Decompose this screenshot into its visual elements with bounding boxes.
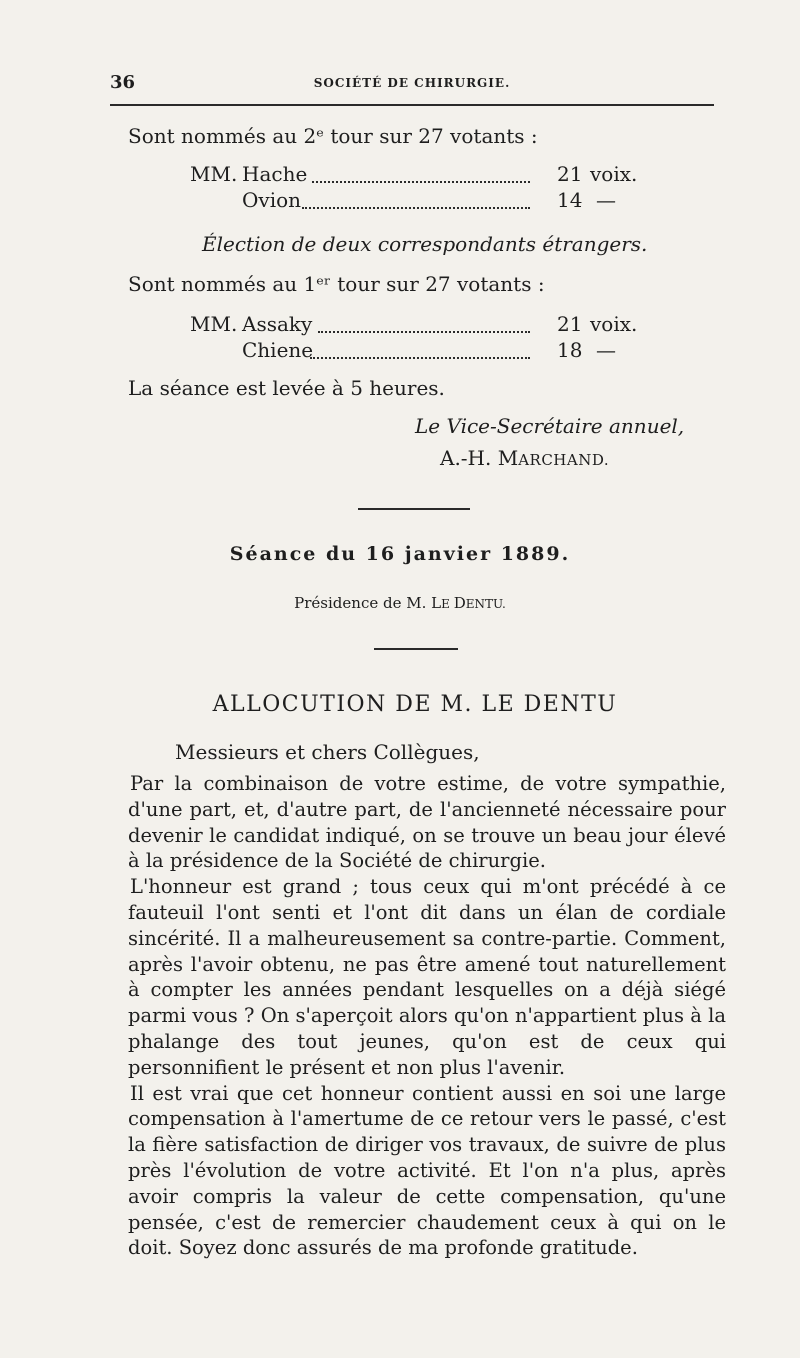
presidence-rest: ENTU. <box>465 597 506 611</box>
vote-unit: voix. <box>590 312 638 336</box>
presidence-d: D <box>453 594 466 612</box>
dot-leader <box>302 207 530 209</box>
paragraph: L'honneur est grand ; tous ceux qui m'ont précédé à ce fauteuil l'ont senti et l'ont dit dans un élan de cordiale sincérité. Il a malheureusement sa contre-partie. Comment, après l'avoir obtenu, ne pas être amené tout naturellement à compter les années pendant lesquelles on a déjà siégé parmi vous ? On s'aperçoit alors qu'on n'appartient plus à la phalange des tout jeunes, qu'on est de ceux qui personnifient le présent et non plus l'avenir. <box>128 875 726 1079</box>
presidence-line <box>0 594 800 612</box>
header-rule <box>110 104 714 106</box>
candidate-name: Ovion <box>242 188 302 212</box>
signature-name <box>440 446 609 470</box>
page-number: 36 <box>110 72 136 93</box>
running-title: SOCIÉTÉ DE CHIRURGIE. <box>313 76 511 90</box>
signature-title: Le Vice-Secrétaire annuel, <box>415 414 685 438</box>
mm-label: MM. <box>190 162 238 186</box>
mm-label: MM. <box>190 312 238 336</box>
vote-unit: — <box>596 338 616 362</box>
closing-text: La séance est levée à 5 heures. <box>128 376 445 400</box>
presidence-le: E <box>441 597 454 611</box>
salutation: Messieurs et chers Collègues, <box>175 740 480 764</box>
section-separator <box>374 648 458 650</box>
dot-leader <box>318 331 530 333</box>
paragraph: Par la combinaison de votre estime, de votre sympathie, d'une part, et, d'autre part, de l'ancienneté nécessaire pour devenir le candidat indiqué, on se trouve un beau jour élevé à la présidence de la Société de chirurgie. <box>128 772 726 873</box>
vote-count: 21 <box>557 162 583 186</box>
signature-surname: ARCHAND. <box>518 451 610 469</box>
address-body <box>128 771 726 1261</box>
candidate-name: Assaky <box>242 312 313 336</box>
vote-count: 14 <box>557 188 583 212</box>
dot-leader <box>312 181 530 183</box>
vote-unit: voix. <box>590 162 638 186</box>
presidence-prefix: Présidence de M. L <box>294 594 442 612</box>
page-header <box>110 72 714 102</box>
vote-count: 21 <box>557 312 583 336</box>
address-title: ALLOCUTION DE M. LE DENTU <box>212 692 618 717</box>
dot-leader <box>310 357 530 359</box>
signature-initials: A.-H. M <box>440 446 519 470</box>
first-round-intro: Sont nommés au 1ᵉʳ tour sur 27 votants : <box>128 272 545 296</box>
second-round-intro: Sont nommés au 2ᵉ tour sur 27 votants : <box>128 124 538 148</box>
candidate-name: Chiene <box>242 338 314 362</box>
seance-title: Séance du 16 janvier 1889. <box>229 543 571 565</box>
candidate-name: Hache <box>242 162 308 186</box>
vote-unit: — <box>596 188 616 212</box>
section-separator <box>358 508 470 510</box>
paragraph: Il est vrai que cet honneur contient aussi en soi une large compensation à l'amertume de ce retour vers le passé, c'est la fière satisfaction de diriger vos travaux, de suivre de plus près l'évolution de votre activité. Et l'on n'a plus, après avoir compris la valeur de cette compensation, qu'une pensée, c'est de remercier chaudement ceux à qui on le doit. Soyez donc assurés de ma profonde gratitude. <box>128 1081 726 1260</box>
vote-count: 18 <box>557 338 583 362</box>
election-heading: Élection de deux correspondants étrangers. <box>202 232 648 256</box>
